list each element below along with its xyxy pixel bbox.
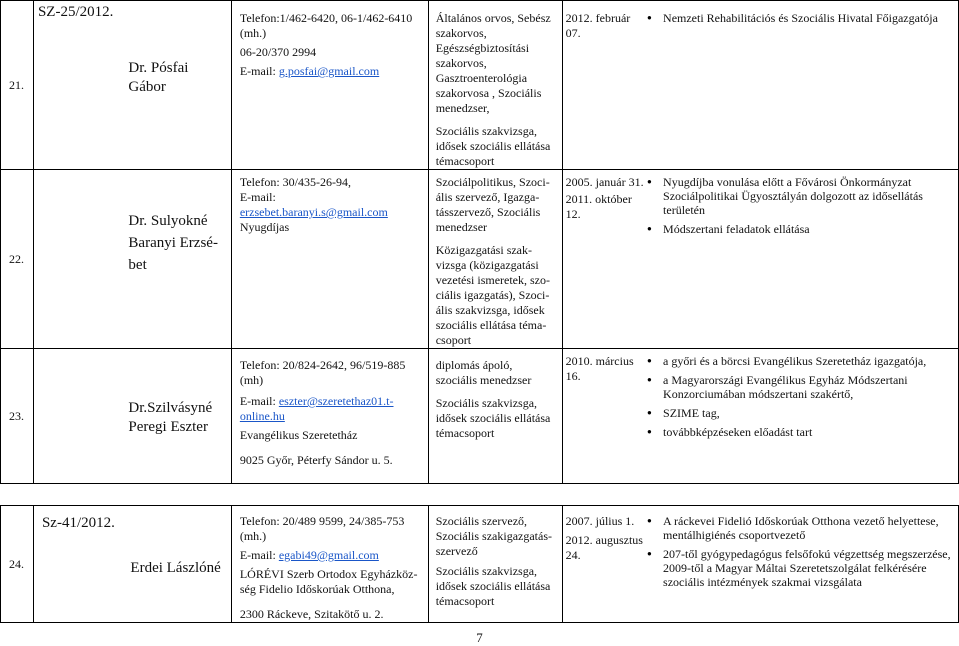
- qualification-line: idősek szociális ellátása: [435, 139, 551, 153]
- email-link-continued[interactable]: online.hu: [239, 409, 285, 423]
- qualification-line: Szociális szakvizsga,: [435, 564, 538, 578]
- table-row: [1, 349, 959, 484]
- expert-name-line: Dr. Pósfai: [128, 60, 189, 76]
- activity-item: ● a győri és a börcsi Evangélikus Szeretetház igazgatója,: [645, 354, 954, 368]
- mobile-text: 06-20/370 2994: [239, 45, 317, 59]
- qualification-line: vezetési ismeretek, szo-: [435, 273, 550, 287]
- appointment-date: 2012. február 07.: [565, 11, 631, 40]
- qualification-line: szervező: [435, 544, 478, 558]
- phone-text: Telefon: 20/489 9599, 24/385-753: [239, 514, 405, 528]
- activity-item: ● a Magyarországi Evangélikus Egyház Módszertani Konzorciumában módszertani szakértő,: [645, 373, 954, 401]
- qualification-line: szakorvos,: [435, 26, 487, 40]
- qualification-line: diplomás ápoló,: [435, 358, 513, 372]
- organization-name: Evangélikus Szeretetház: [239, 428, 358, 442]
- appointment-date: 2011. október: [565, 192, 632, 206]
- phone-text: Telefon: 20/824-2642, 96/519-885: [239, 358, 406, 372]
- row-number: 23.: [9, 408, 24, 423]
- email-label: E-mail:: [239, 190, 276, 204]
- qualification-line: Általános orvos, Sebész: [435, 11, 551, 25]
- row-number: 22.: [9, 251, 24, 266]
- qualification-line: szociális menedzser: [435, 373, 532, 387]
- expert-name-line: Dr. Sulyokné: [128, 213, 208, 229]
- email-label: E-mail:: [239, 394, 279, 408]
- qualification-line: ciális igazgatás), Szoci-: [435, 288, 550, 302]
- activity-item: ● továbbképzéseken előadást tart: [645, 425, 954, 439]
- organization-name: ség Fidelio Időskorúak Otthona,: [239, 582, 395, 596]
- qualification-line: ális szakvizsga, idősek: [435, 303, 545, 317]
- appointment-date: 2012. augusztus: [565, 533, 643, 547]
- expert-name-line: Dr.Szilvásyné: [128, 400, 213, 416]
- qualification-line: Közigazgatási szak-: [435, 243, 533, 257]
- activity-item: ● Módszertani feladatok ellátása: [645, 222, 954, 236]
- email-link[interactable]: erzsebet.baranyi.s@gmail.com: [239, 205, 388, 219]
- qualification-line: témacsoport: [435, 426, 495, 440]
- qualification-line: menedzser,: [435, 101, 490, 115]
- organization-name: LÓRÉVI Szerb Ortodox Egyházköz-: [239, 567, 418, 581]
- qualification-line: Gasztroenterológia: [435, 71, 528, 85]
- row-number: 21.: [9, 77, 24, 92]
- email-link[interactable]: g.posfai@gmail.com: [278, 64, 380, 78]
- qualification-line: Szociális szakvizsga,: [435, 124, 538, 138]
- qualification-line: Szociális szervező,: [435, 514, 528, 528]
- activity-item: ● SZIME tag,: [645, 406, 954, 420]
- appointment-date: 2010. március: [565, 354, 634, 368]
- qualification-line: szakorvos,: [435, 56, 487, 70]
- qualification-line: szociális ellátása téma-: [435, 318, 547, 332]
- qualification-line: ális szervező, Igazga-: [435, 190, 540, 204]
- qualification-line: idősek szociális ellátása: [435, 579, 551, 593]
- qualification-line: Szociálpolitikus, Szoci-: [435, 175, 550, 189]
- activity-item: ● Nyugdíjba vonulása előtt a Fővárosi Önkormányzat Szociálpolitikai Ügyosztályán dolgozott az idősellátás területén: [645, 175, 954, 217]
- appointment-date: 24.: [565, 548, 581, 562]
- email-label: E-mail:: [239, 548, 279, 562]
- case-number: SZ-25/2012.: [37, 4, 114, 20]
- phone-note: (mh.): [239, 26, 267, 40]
- phone-note: (mh): [239, 373, 264, 387]
- appointment-date: 16.: [565, 369, 581, 383]
- table-row: [1, 506, 959, 623]
- expert-name-line: Gábor: [128, 79, 166, 95]
- case-number: Sz-41/2012.: [41, 515, 115, 531]
- email-link[interactable]: eszter@szeretethaz01.t-: [278, 394, 394, 408]
- qualification-line: csoport: [435, 333, 472, 347]
- qualification-line: idősek szociális ellátása: [435, 411, 551, 425]
- activity-list: [645, 11, 958, 25]
- appointment-date: 12.: [565, 207, 581, 221]
- qualification-line: szakorvosa , Szociális: [435, 86, 542, 100]
- status-note: Nyugdíjas: [239, 220, 290, 234]
- page-number: 7: [476, 630, 483, 645]
- activity-item: ● Nemzeti Rehabilitációs és Szociális Hivatal Főigazgatója: [645, 11, 958, 25]
- appointment-date: 2005. január 31.: [565, 175, 644, 189]
- qualification-line: menedzser: [435, 220, 488, 234]
- qualification-line: vizsga (közigazgatási: [435, 258, 539, 272]
- expert-name-line: bet: [128, 257, 147, 273]
- expert-name-line: Peregi Eszter: [128, 419, 208, 435]
- qualification-line: tásszervező, Szociális: [435, 205, 541, 219]
- phone-text: Telefon: 30/435-26-94,: [239, 175, 351, 189]
- qualification-line: Egészségbiztosítási: [435, 41, 530, 55]
- qualification-line: témacsoport: [435, 154, 495, 168]
- activity-item: ● 207-től gyógypedagógus felsőfokú végzettség megszerzése, 2009-től a Magyar Máltai Szeretetszolgálat felkérésére szociális intézmények szakmai vizsgálata: [645, 547, 954, 589]
- row-number: 24.: [9, 556, 24, 571]
- qualification-line: Szociális szakvizsga,: [435, 396, 538, 410]
- table-row: [1, 170, 959, 349]
- activity-list: [645, 175, 954, 236]
- expert-name-line: Baranyi Erzsé-: [128, 235, 218, 251]
- appointment-date: 2007. július 1.: [565, 514, 635, 528]
- qualification-line: témacsoport: [435, 594, 495, 608]
- table-row: [1, 1, 959, 170]
- address-text: 9025 Győr, Péterfy Sándor u. 5.: [239, 453, 393, 467]
- phone-note: (mh.): [239, 529, 267, 543]
- qualification-line: Szociális szakigazgatás-: [435, 529, 553, 543]
- address-text: 2300 Ráckeve, Szitakötő u. 2.: [239, 607, 384, 621]
- activity-item: ● A ráckevei Fidelió Időskorúak Otthona vezető helyettese, mentálhigiénés csoportvezető: [645, 514, 954, 542]
- activity-list: [645, 354, 954, 439]
- email-label: E-mail:: [239, 64, 279, 78]
- expert-name-line: Erdei Lászlóné: [130, 560, 221, 576]
- email-link[interactable]: egabi49@gmail.com: [278, 548, 379, 562]
- phone-text: Telefon:1/462-6420, 06-1/462-6410: [239, 11, 413, 25]
- activity-list: [645, 514, 954, 589]
